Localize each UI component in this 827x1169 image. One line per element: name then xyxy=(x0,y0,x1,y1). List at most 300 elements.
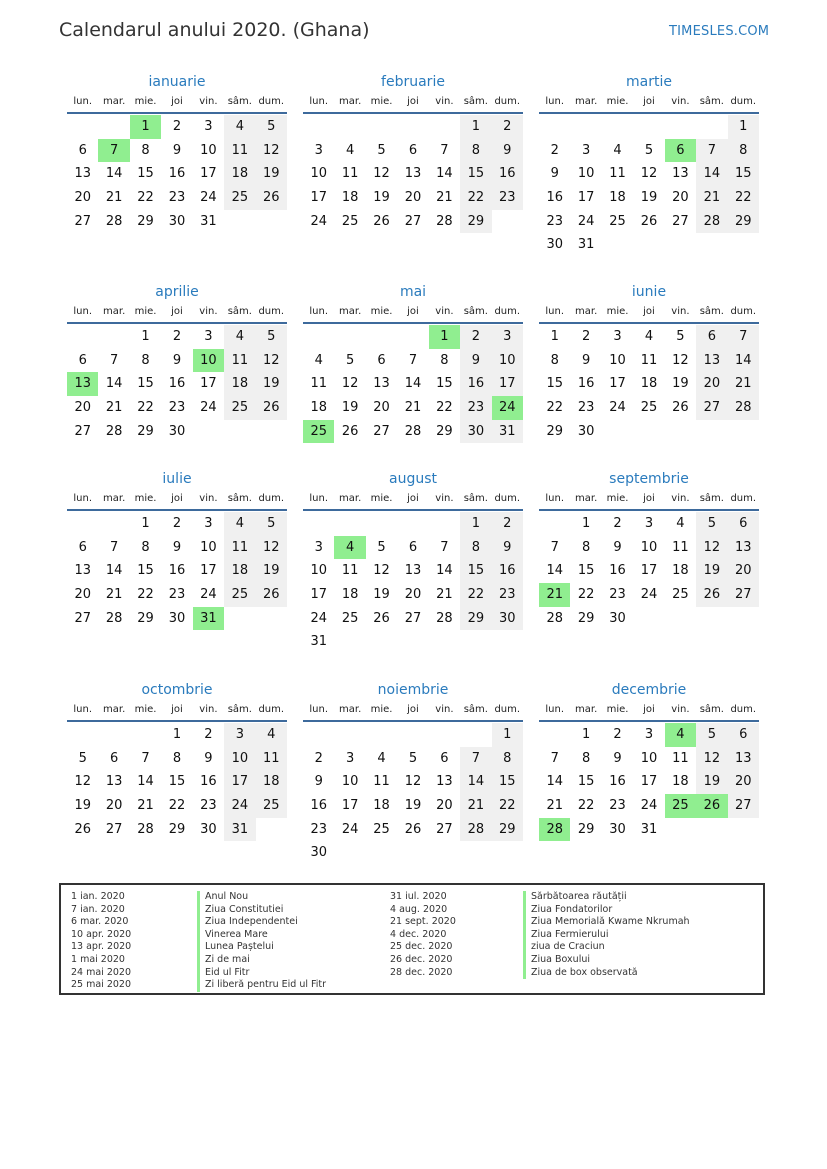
day-cell: 27 xyxy=(105,821,123,837)
empty-cell xyxy=(696,115,727,139)
weekday-label: mar. xyxy=(339,704,362,715)
weekday-label: mie. xyxy=(606,704,629,715)
weekday-label: mar. xyxy=(339,493,362,504)
day-cell: 23 xyxy=(168,400,186,416)
weekday-header xyxy=(539,94,759,114)
day-cell: 31 xyxy=(492,420,523,444)
day-cell: 23 xyxy=(310,821,327,837)
day-cell: 7 xyxy=(550,539,559,555)
day-cell: 24 xyxy=(200,587,217,603)
day-cell: 7 xyxy=(408,352,418,368)
holiday-day-cell: 21 xyxy=(539,583,570,607)
day-cell: 22 xyxy=(168,798,186,814)
day-cell: 15 xyxy=(728,162,759,186)
day-grid xyxy=(539,512,759,630)
day-cell: 21 xyxy=(105,587,123,603)
legend-names-left xyxy=(197,891,326,992)
empty-cell xyxy=(303,325,334,349)
legend-holiday-name: Ziua de box observată xyxy=(523,967,690,980)
day-cell: 15 xyxy=(436,376,453,392)
day-cell: 26 xyxy=(404,821,422,837)
day-cell: 29 xyxy=(137,610,154,626)
day-cell: 8 xyxy=(141,142,150,158)
day-cell: 4 xyxy=(613,142,622,158)
day-cell: 21 xyxy=(436,190,453,206)
day-cell: 18 xyxy=(224,372,255,396)
weekday-label: sâm. xyxy=(463,96,488,107)
weekday-label: mie. xyxy=(370,96,393,107)
day-cell: 26 xyxy=(74,821,91,837)
day-cell: 19 xyxy=(404,798,422,814)
day-cell: 27 xyxy=(404,213,422,229)
weekday-label: mar. xyxy=(103,493,126,504)
day-cell: 14 xyxy=(696,162,727,186)
weekday-label: joi xyxy=(407,306,419,317)
day-cell: 5 xyxy=(408,750,418,766)
day-cell: 20 xyxy=(728,559,759,583)
legend-date: 7 ian. 2020 xyxy=(71,903,125,915)
day-cell: 14 xyxy=(105,563,123,579)
day-cell: 5 xyxy=(256,512,287,536)
day-cell: 1 xyxy=(550,329,559,344)
holiday-legend xyxy=(59,883,765,995)
weekday-label: dum. xyxy=(494,306,521,317)
weekday-label: sâm. xyxy=(227,493,252,504)
day-cell: 14 xyxy=(436,563,453,579)
empty-cell xyxy=(460,723,491,747)
day-cell: 8 xyxy=(581,750,591,766)
day-cell: 7 xyxy=(460,747,491,771)
month-iulie xyxy=(67,467,287,630)
day-cell: 5 xyxy=(377,539,386,555)
holiday-day-cell: 10 xyxy=(193,349,224,373)
weekday-label: mar. xyxy=(575,493,598,504)
day-cell: 16 xyxy=(168,563,186,579)
legend-holiday-name: Anul Nou xyxy=(197,891,326,904)
day-cell: 23 xyxy=(168,190,186,206)
day-cell: 11 xyxy=(310,376,327,392)
weekday-label: vin. xyxy=(671,96,690,107)
weekday-header xyxy=(67,304,287,324)
day-cell: 24 xyxy=(341,821,359,837)
day-cell: 13 xyxy=(74,166,91,182)
month-iunie xyxy=(539,280,759,443)
day-cell: 26 xyxy=(640,213,658,229)
day-cell: 12 xyxy=(373,166,390,182)
month-title: iunie xyxy=(631,284,667,300)
day-cell: 18 xyxy=(373,798,390,814)
day-cell: 29 xyxy=(137,423,154,439)
empty-cell xyxy=(67,115,98,139)
day-cell: 16 xyxy=(609,774,626,790)
day-cell: 17 xyxy=(200,166,217,182)
day-cell: 3 xyxy=(644,516,654,531)
day-cell: 29 xyxy=(168,821,186,837)
day-cell: 6 xyxy=(78,142,87,158)
day-cell: 15 xyxy=(137,376,154,392)
weekday-header xyxy=(539,491,759,511)
day-cell: 15 xyxy=(137,563,154,579)
empty-cell xyxy=(98,115,129,139)
day-cell: 9 xyxy=(492,536,523,560)
weekday-label: mie. xyxy=(370,704,393,715)
day-cell: 5 xyxy=(256,325,287,349)
day-cell: 13 xyxy=(404,563,422,579)
day-cell: 27 xyxy=(728,794,759,818)
day-cell: 5 xyxy=(696,512,727,536)
day-cell: 20 xyxy=(696,372,727,396)
day-cell: 25 xyxy=(256,794,287,818)
day-cell: 18 xyxy=(224,162,255,186)
day-cell: 20 xyxy=(728,770,759,794)
empty-cell xyxy=(539,115,570,139)
legend-date: 1 mai 2020 xyxy=(71,953,125,965)
day-cell: 31 xyxy=(577,237,595,253)
holiday-day-cell: 1 xyxy=(429,325,460,349)
day-cell: 19 xyxy=(640,190,658,206)
day-cell: 29 xyxy=(460,210,491,234)
day-cell: 25 xyxy=(373,821,390,837)
day-cell: 13 xyxy=(74,563,91,579)
weekday-label: dum. xyxy=(494,704,521,715)
day-cell: 22 xyxy=(577,798,595,814)
day-cell: 10 xyxy=(200,539,217,555)
weekday-label: mar. xyxy=(575,96,598,107)
day-cell: 5 xyxy=(78,750,87,766)
day-grid xyxy=(67,325,287,443)
day-cell: 21 xyxy=(105,400,123,416)
day-cell: 16 xyxy=(492,559,523,583)
day-cell: 28 xyxy=(436,610,453,626)
weekday-label: joi xyxy=(643,704,655,715)
day-cell: 11 xyxy=(224,349,255,373)
day-cell: 16 xyxy=(546,190,563,206)
day-cell: 24 xyxy=(310,610,327,626)
legend-holiday-name: Zi de mai xyxy=(197,954,326,967)
day-cell: 9 xyxy=(492,139,523,163)
legend-holiday-name: Ziua Boxului xyxy=(523,954,690,967)
day-cell: 6 xyxy=(78,539,87,555)
day-cell: 13 xyxy=(728,536,759,560)
day-cell: 9 xyxy=(172,142,182,158)
day-cell: 6 xyxy=(377,352,386,368)
month-title: noiembrie xyxy=(377,682,449,698)
weekday-label: mar. xyxy=(339,96,362,107)
day-cell: 9 xyxy=(613,539,622,555)
day-cell: 28 xyxy=(546,610,563,626)
day-grid xyxy=(67,512,287,630)
weekday-label: mar. xyxy=(339,306,362,317)
day-cell: 13 xyxy=(436,774,453,790)
day-cell: 22 xyxy=(137,190,154,206)
day-cell: 4 xyxy=(644,329,654,344)
day-cell: 23 xyxy=(460,396,491,420)
day-cell: 1 xyxy=(492,723,523,747)
day-cell: 29 xyxy=(577,610,595,626)
month-martie xyxy=(539,70,759,257)
empty-cell xyxy=(67,512,98,536)
empty-cell xyxy=(334,512,365,536)
day-cell: 7 xyxy=(141,750,150,766)
site-link[interactable]: TIMESLES.COM xyxy=(669,24,770,39)
weekday-label: mar. xyxy=(575,704,598,715)
day-cell: 19 xyxy=(74,798,91,814)
day-cell: 9 xyxy=(204,750,213,766)
day-cell: 2 xyxy=(492,115,523,139)
month-septembrie xyxy=(539,467,759,630)
weekday-label: lun. xyxy=(545,306,565,317)
day-cell: 8 xyxy=(492,747,523,771)
day-cell: 30 xyxy=(609,821,626,837)
day-cell: 22 xyxy=(577,587,595,603)
legend-holiday-name: Lunea Paștelui xyxy=(197,941,326,954)
day-cell: 25 xyxy=(224,186,255,210)
day-cell: 1 xyxy=(141,516,150,531)
day-cell: 31 xyxy=(310,634,327,650)
weekday-label: mie. xyxy=(606,96,629,107)
weekday-label: mar. xyxy=(103,96,126,107)
legend-holiday-name: Ziua Fermierului xyxy=(523,929,690,942)
day-cell: 26 xyxy=(256,186,287,210)
weekday-label: dum. xyxy=(730,704,757,715)
day-cell: 5 xyxy=(256,115,287,139)
weekday-header xyxy=(67,491,287,511)
day-cell: 24 xyxy=(577,213,595,229)
weekday-label: dum. xyxy=(730,306,757,317)
weekday-label: vin. xyxy=(199,306,218,317)
holiday-day-cell: 28 xyxy=(539,818,570,842)
day-cell: 31 xyxy=(200,213,217,229)
day-cell: 24 xyxy=(640,798,658,814)
day-cell: 9 xyxy=(460,349,491,373)
day-cell: 2 xyxy=(460,325,491,349)
weekday-label: mar. xyxy=(103,306,126,317)
weekday-label: vin. xyxy=(199,96,218,107)
day-cell: 4 xyxy=(345,142,355,158)
day-cell: 23 xyxy=(168,587,186,603)
weekday-label: vin. xyxy=(199,493,218,504)
day-cell: 18 xyxy=(609,190,626,206)
day-cell: 19 xyxy=(256,372,287,396)
day-cell: 25 xyxy=(341,213,359,229)
month-title: aprilie xyxy=(155,284,199,300)
day-cell: 29 xyxy=(492,818,523,842)
empty-cell xyxy=(67,325,98,349)
day-cell: 12 xyxy=(74,774,91,790)
day-cell: 16 xyxy=(310,798,327,814)
day-cell: 10 xyxy=(310,166,327,182)
day-cell: 15 xyxy=(168,774,186,790)
day-cell: 24 xyxy=(200,190,217,206)
day-cell: 20 xyxy=(404,587,422,603)
month-title: august xyxy=(389,471,437,487)
day-cell: 25 xyxy=(341,610,359,626)
day-cell: 17 xyxy=(640,774,658,790)
weekday-label: lun. xyxy=(73,306,93,317)
weekday-label: vin. xyxy=(671,306,690,317)
empty-cell xyxy=(98,325,129,349)
day-cell: 14 xyxy=(546,774,563,790)
day-cell: 4 xyxy=(676,516,685,531)
weekday-label: sâm. xyxy=(463,493,488,504)
day-cell: 14 xyxy=(105,376,123,392)
month-title: martie xyxy=(626,74,672,90)
day-cell: 16 xyxy=(200,774,217,790)
day-cell: 10 xyxy=(577,166,595,182)
day-cell: 22 xyxy=(436,400,453,416)
day-cell: 18 xyxy=(224,559,255,583)
day-cell: 13 xyxy=(105,774,123,790)
day-cell: 5 xyxy=(676,329,685,344)
legend-names-right xyxy=(523,891,690,979)
day-cell: 29 xyxy=(546,423,563,439)
empty-cell xyxy=(366,115,397,139)
weekday-header xyxy=(303,702,523,722)
day-cell: 11 xyxy=(373,774,390,790)
day-cell: 28 xyxy=(728,396,759,420)
empty-cell xyxy=(366,512,397,536)
day-cell: 14 xyxy=(137,774,154,790)
day-cell: 29 xyxy=(728,210,759,234)
day-cell: 17 xyxy=(492,372,523,396)
day-grid xyxy=(303,512,523,654)
month-decembrie xyxy=(539,678,759,841)
day-cell: 16 xyxy=(168,376,186,392)
day-cell: 14 xyxy=(546,563,563,579)
day-cell: 7 xyxy=(696,139,727,163)
day-cell: 11 xyxy=(224,139,255,163)
day-cell: 27 xyxy=(672,213,689,229)
day-cell: 8 xyxy=(728,139,759,163)
day-cell: 30 xyxy=(168,610,186,626)
day-cell: 7 xyxy=(109,352,119,368)
day-cell: 29 xyxy=(436,423,453,439)
empty-cell xyxy=(570,115,601,139)
day-cell: 31 xyxy=(640,821,658,837)
month-title: octombrie xyxy=(141,682,213,698)
day-grid xyxy=(303,325,523,443)
day-cell: 28 xyxy=(105,610,123,626)
month-title: februarie xyxy=(381,74,445,90)
legend-date: 24 mai 2020 xyxy=(71,966,132,978)
day-cell: 27 xyxy=(74,610,91,626)
holiday-day-cell: 1 xyxy=(130,115,161,139)
day-cell: 3 xyxy=(204,329,213,344)
weekday-label: sâm. xyxy=(463,306,488,317)
legend-date: 6 mar. 2020 xyxy=(71,916,129,928)
holiday-day-cell: 26 xyxy=(696,794,727,818)
day-cell: 22 xyxy=(460,186,491,210)
day-cell: 11 xyxy=(672,539,689,555)
day-cell: 20 xyxy=(105,798,123,814)
weekday-label: dum. xyxy=(494,493,521,504)
day-cell: 9 xyxy=(172,352,182,368)
day-cell: 12 xyxy=(696,536,727,560)
empty-cell xyxy=(665,115,696,139)
day-cell: 15 xyxy=(492,770,523,794)
empty-cell xyxy=(602,115,633,139)
weekday-label: vin. xyxy=(671,704,690,715)
weekday-header xyxy=(539,304,759,324)
month-title: decembrie xyxy=(611,682,687,698)
day-cell: 3 xyxy=(613,329,622,344)
day-cell: 12 xyxy=(256,139,287,163)
day-cell: 6 xyxy=(728,723,759,747)
day-cell: 29 xyxy=(460,607,491,631)
day-cell: 11 xyxy=(640,352,658,368)
day-cell: 15 xyxy=(137,166,154,182)
day-cell: 18 xyxy=(672,774,689,790)
legend-holiday-name: Vinerea Mare xyxy=(197,929,326,942)
day-cell: 23 xyxy=(492,186,523,210)
day-cell: 10 xyxy=(310,563,327,579)
day-cell: 12 xyxy=(256,536,287,560)
legend-date: 26 dec. 2020 xyxy=(390,953,453,965)
empty-cell xyxy=(366,325,397,349)
weekday-label: dum. xyxy=(258,306,285,317)
day-cell: 10 xyxy=(200,142,217,158)
day-cell: 15 xyxy=(546,376,563,392)
day-cell: 27 xyxy=(373,423,390,439)
day-cell: 8 xyxy=(172,750,182,766)
empty-cell xyxy=(633,115,664,139)
day-cell: 6 xyxy=(440,750,449,766)
day-cell: 28 xyxy=(460,818,491,842)
day-cell: 22 xyxy=(460,583,491,607)
day-cell: 21 xyxy=(436,587,453,603)
day-cell: 13 xyxy=(373,376,390,392)
day-cell: 4 xyxy=(377,750,386,766)
day-cell: 12 xyxy=(373,563,390,579)
empty-cell xyxy=(130,723,161,747)
day-cell: 10 xyxy=(609,352,626,368)
weekday-header xyxy=(303,94,523,114)
day-cell: 24 xyxy=(200,400,217,416)
legend-date: 25 mai 2020 xyxy=(71,979,132,991)
day-cell: 3 xyxy=(204,119,213,134)
empty-cell xyxy=(303,512,334,536)
day-cell: 8 xyxy=(460,536,491,560)
day-cell: 4 xyxy=(224,115,255,139)
day-cell: 21 xyxy=(728,372,759,396)
day-cell: 20 xyxy=(74,400,91,416)
day-cell: 11 xyxy=(609,166,626,182)
month-mai xyxy=(303,280,523,443)
legend-holiday-name: Zi liberă pentru Eid ul Fitr xyxy=(197,979,326,992)
day-cell: 1 xyxy=(581,727,591,742)
day-cell: 28 xyxy=(105,423,123,439)
day-cell: 21 xyxy=(460,794,491,818)
day-cell: 11 xyxy=(341,563,359,579)
day-cell: 2 xyxy=(492,512,523,536)
day-cell: 15 xyxy=(460,559,491,583)
day-cell: 9 xyxy=(581,352,591,368)
day-cell: 1 xyxy=(581,516,591,531)
weekday-label: sâm. xyxy=(227,704,252,715)
day-cell: 26 xyxy=(672,400,689,416)
day-cell: 27 xyxy=(436,821,453,837)
day-cell: 8 xyxy=(581,539,591,555)
day-cell: 12 xyxy=(640,166,658,182)
day-cell: 28 xyxy=(696,210,727,234)
day-cell: 23 xyxy=(609,587,626,603)
legend-date: 21 sept. 2020 xyxy=(390,916,456,928)
day-cell: 27 xyxy=(74,423,91,439)
empty-cell xyxy=(67,723,98,747)
empty-cell xyxy=(334,325,365,349)
day-cell: 25 xyxy=(224,396,255,420)
legend-dates-right xyxy=(390,891,456,979)
